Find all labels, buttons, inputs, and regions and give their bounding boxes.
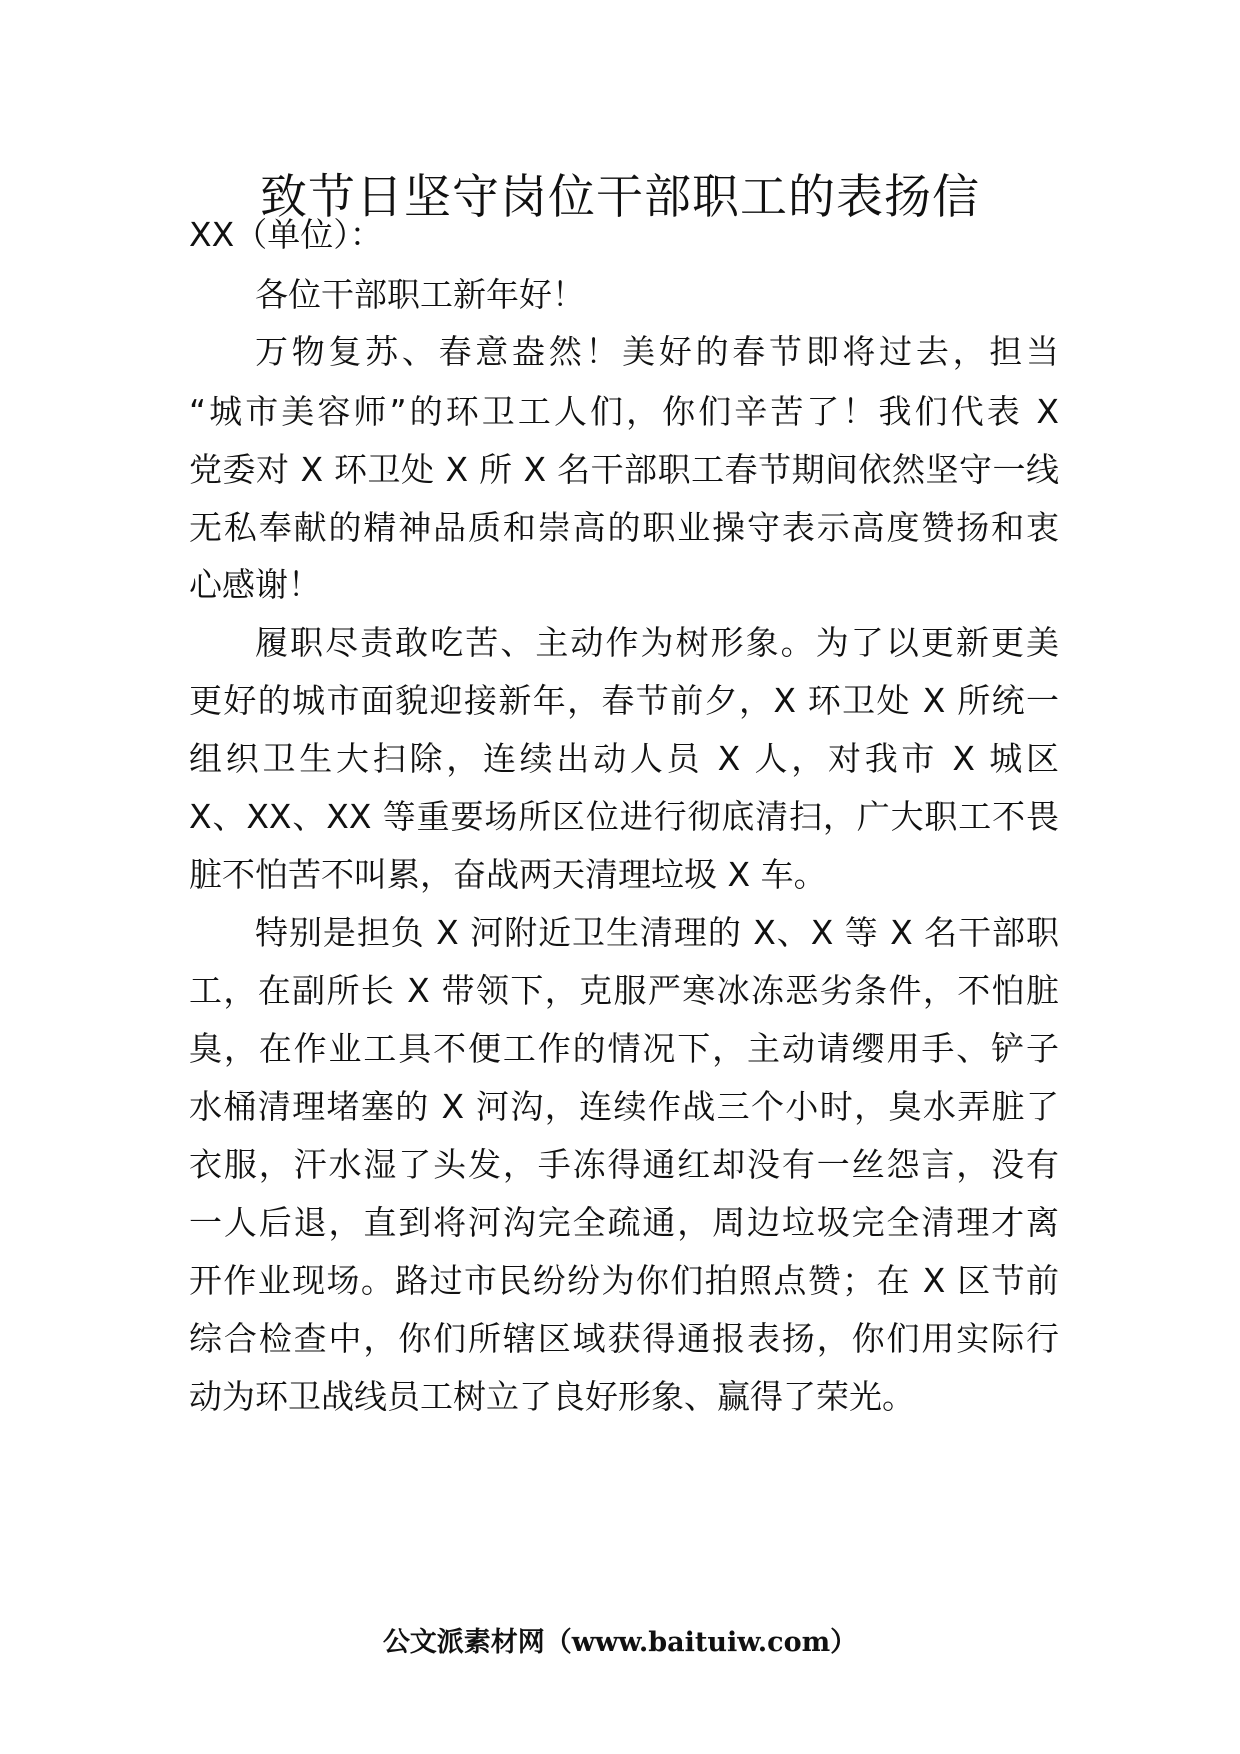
document-title: 致节日坚守岗位干部职工的表扬信 <box>260 170 980 225</box>
body-line: 履职尽责敢吃苦、主动作为树形象。为了以更新更美 <box>255 623 1059 662</box>
greeting-line: 各位干部职工新年好！ <box>255 275 585 314</box>
body-line: 特别是担负 X 河附近卫生清理的 X、X 等 X 名干部职 <box>255 913 1059 952</box>
body-line: 开作业现场。路过市民纷纷为你们拍照点赞；在 X 区节前 <box>189 1261 1059 1300</box>
body-line: 水桶清理堵塞的 X 河沟，连续作战三个小时，臭水弄脏了 <box>189 1087 1059 1126</box>
body-line: 综合检查中，你们所辖区域获得通报表扬，你们用实际行 <box>189 1319 1059 1358</box>
body-line: 一人后退，直到将河沟完全疏通，周边垃圾完全清理才离 <box>189 1203 1059 1242</box>
body-line: 万物复苏、春意盎然！美好的春节即将过去，担当 <box>255 332 1059 371</box>
footer-source: 公文派素材网（www.baituiw.com） <box>382 1627 858 1658</box>
body-line: 衣服，汗水湿了头发，手冻得通红却没有一丝怨言，没有 <box>189 1145 1059 1184</box>
body-line: 党委对 X 环卫处 X 所 X 名干部职工春节期间依然坚守一线 <box>189 450 1059 489</box>
body-line: 臭，在作业工具不便工作的情况下，主动请缨用手、铲子 <box>189 1029 1059 1068</box>
body-line: 动为环卫战线员工树立了良好形象、赢得了荣光。 <box>189 1377 915 1416</box>
body-line: 更好的城市面貌迎接新年，春节前夕，X 环卫处 X 所统一 <box>189 681 1059 720</box>
salutation: XX（单位）： <box>189 215 383 254</box>
body-line: 心感谢！ <box>189 565 321 604</box>
body-line: X、XX、XX 等重要场所区位进行彻底清扫，广大职工不畏 <box>189 797 1059 836</box>
body-line: 无私奉献的精神品质和崇高的职业操守表示高度赞扬和衷 <box>189 508 1059 547</box>
body-line: 脏不怕苦不叫累，奋战两天清理垃圾 X 车。 <box>189 855 827 894</box>
body-line: “城市美容师”的环卫工人们，你们辛苦了！我们代表 X <box>189 392 1059 431</box>
body-line: 工，在副所长 X 带领下，克服严寒冰冻恶劣条件，不怕脏 <box>189 971 1059 1010</box>
body-line: 组织卫生大扫除，连续出动人员 X 人，对我市 X 城区 <box>189 739 1059 778</box>
